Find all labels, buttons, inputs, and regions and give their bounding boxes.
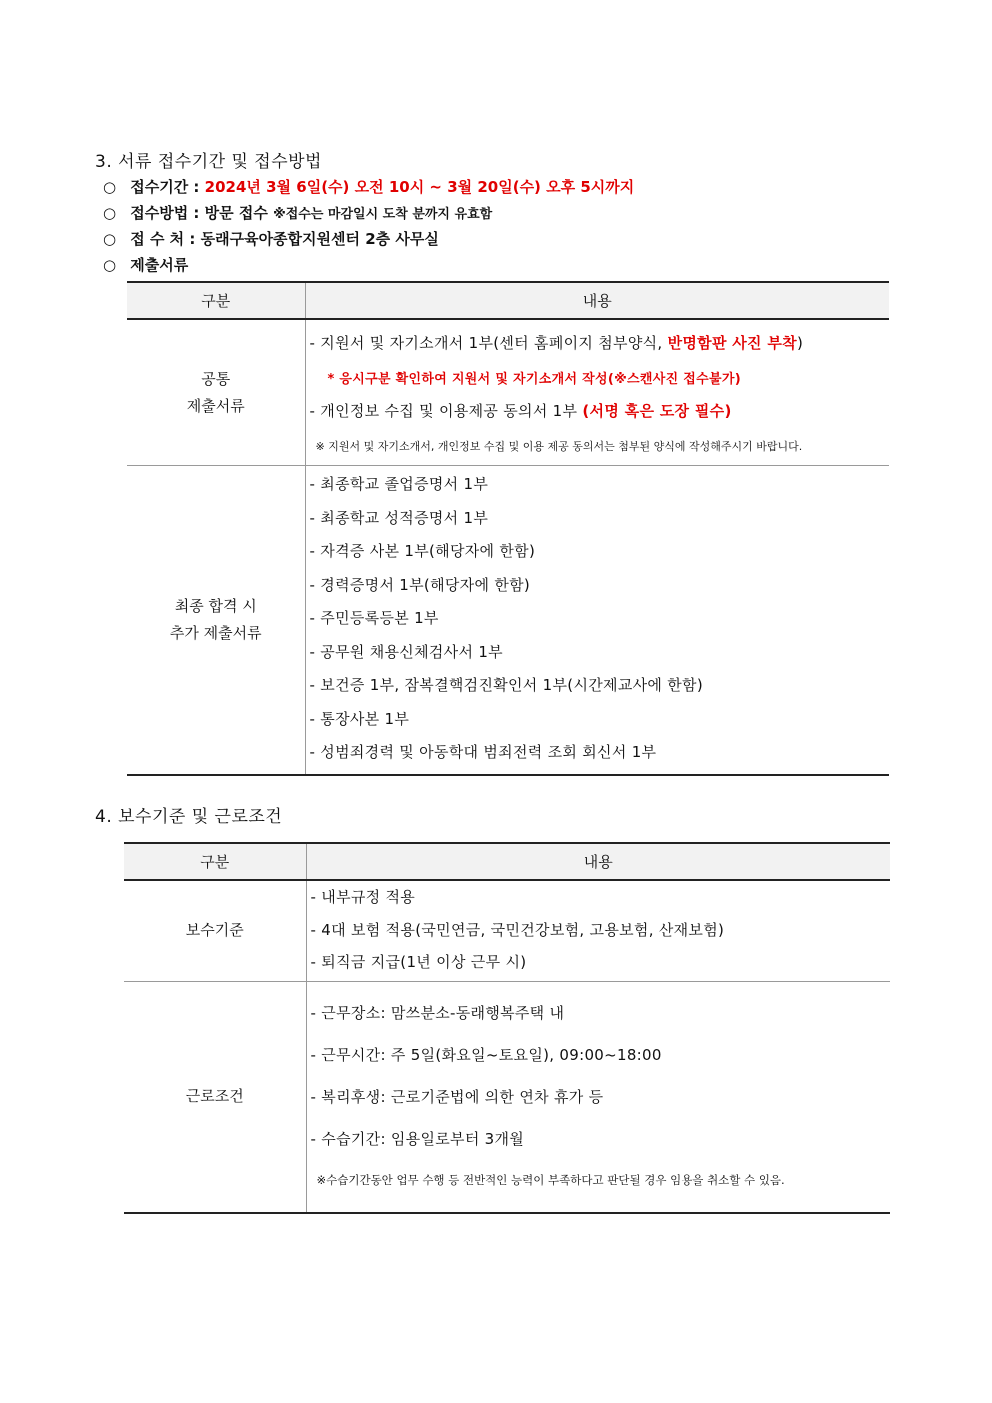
common-item-1-text: - 지원서 및 자기소개서 1부(센터 홈페이지 첨부양식,	[309, 333, 663, 352]
final-category-line2: 추가 제출서류	[169, 623, 262, 642]
list-item: - 공무원 채용신체검사서 1부	[309, 642, 503, 661]
bullet-circle-icon: ○	[103, 178, 117, 196]
common-item-3-emphasis: (서명 혹은 도장 필수)	[582, 401, 732, 420]
work-note: ※수습기간동안 업무 수행 등 전반적인 능력이 부족하다고 판단될 경우 임용을 취소할 수 있음.	[316, 1172, 785, 1187]
place-label: 접 수 처 :	[130, 230, 196, 248]
list-item: - 근무장소: 맘쓰분소-동래행복주택 내	[310, 1003, 565, 1022]
list-item: - 복리후생: 근로기준법에 의한 연차 휴가 등	[310, 1087, 604, 1106]
header-content: 내용	[305, 282, 889, 319]
list-item: - 경력증명서 1부(해당자에 한함)	[309, 575, 531, 594]
period-row	[103, 176, 634, 197]
bullet-circle-icon: ○	[103, 204, 117, 222]
section4-title: 4. 보수기준 및 근로조건	[95, 807, 283, 827]
list-item: - 주민등록등본 1부	[309, 609, 439, 627]
common-category-line2: 제출서류	[186, 396, 245, 415]
common-category-cell	[127, 319, 305, 466]
docs-label: 제출서류	[130, 256, 189, 274]
section3-title: 3. 서류 접수기간 및 접수방법	[95, 152, 322, 172]
list-item: - 보건증 1부, 잠복결핵검진확인서 1부(시간제교사에 한함)	[309, 676, 703, 694]
work-items-cell	[306, 981, 890, 1213]
common-item-3-text: - 개인정보 수집 및 이용제공 동의서 1부	[309, 401, 578, 420]
pay-items-cell	[306, 880, 890, 981]
docs-row	[103, 254, 188, 275]
header-category: 구분	[127, 282, 305, 319]
common-item-3	[305, 393, 889, 427]
final-items-cell	[305, 466, 889, 775]
documents-table	[127, 281, 889, 776]
list-item: - 자격증 사본 1부(해당자에 한함)	[309, 542, 536, 560]
common-item-1	[305, 319, 889, 361]
common-item-2	[305, 361, 889, 393]
list-item: - 통장사본 1부	[309, 709, 410, 728]
list-item: - 근무시간: 주 5일(화요일~토요일), 09:00~18:00	[310, 1045, 662, 1064]
method-note: ※접수는 마감일시 도착 분까지 유효함	[273, 207, 493, 222]
period-value: 2024년 3월 6일(수) 오전 10시 ~ 3월 20일(수) 오후 5시까지	[204, 178, 635, 196]
place-value: 동래구육아종합지원센터 2층 사무실	[200, 230, 439, 248]
final-category-cell	[127, 466, 305, 775]
header-category: 구분	[124, 843, 306, 880]
method-value: 방문 접수	[204, 204, 268, 222]
list-item: - 최종학교 졸업증명서 1부	[309, 475, 489, 493]
common-note: ※ 지원서 및 자기소개서, 개인정보 수집 및 이용 제공 동의서는 첨부된 양식에 작성해주시기 바랍니다.	[315, 440, 803, 453]
list-item: - 퇴직금 지급(1년 이상 근무 시)	[310, 953, 527, 971]
work-category: 근로조건	[124, 981, 306, 1213]
method-label: 접수방법 :	[130, 204, 200, 222]
place-row	[103, 228, 439, 249]
period-label: 접수기간 :	[130, 178, 200, 196]
final-category-line1: 최종 합격 시	[174, 596, 257, 615]
common-item-1-emphasis: 반명함판 사진 부착	[667, 333, 797, 352]
header-content: 내용	[306, 843, 890, 880]
common-category-line1: 공통	[201, 369, 231, 388]
pay-category: 보수기준	[124, 880, 306, 981]
list-item: - 내부규정 적용	[310, 888, 416, 906]
list-item: - 4대 보험 적용(국민연금, 국민건강보험, 고용보험, 산재보험)	[310, 920, 725, 939]
method-row	[103, 202, 492, 223]
common-item-2-text: * 응시구분 확인하여 지원서 및 자기소개서 작성(※스캔사진 접수불가)	[327, 371, 741, 387]
conditions-table	[124, 842, 890, 1214]
list-item: - 최종학교 성적증명서 1부	[309, 508, 489, 527]
bullet-circle-icon: ○	[103, 230, 117, 248]
bullet-circle-icon: ○	[103, 256, 117, 274]
list-item: - 수습기간: 임용일로부터 3개월	[310, 1129, 525, 1148]
list-item: - 성범죄경력 및 아동학대 범죄전력 조회 회신서 1부	[309, 743, 657, 761]
common-item-1-end: )	[796, 333, 804, 352]
